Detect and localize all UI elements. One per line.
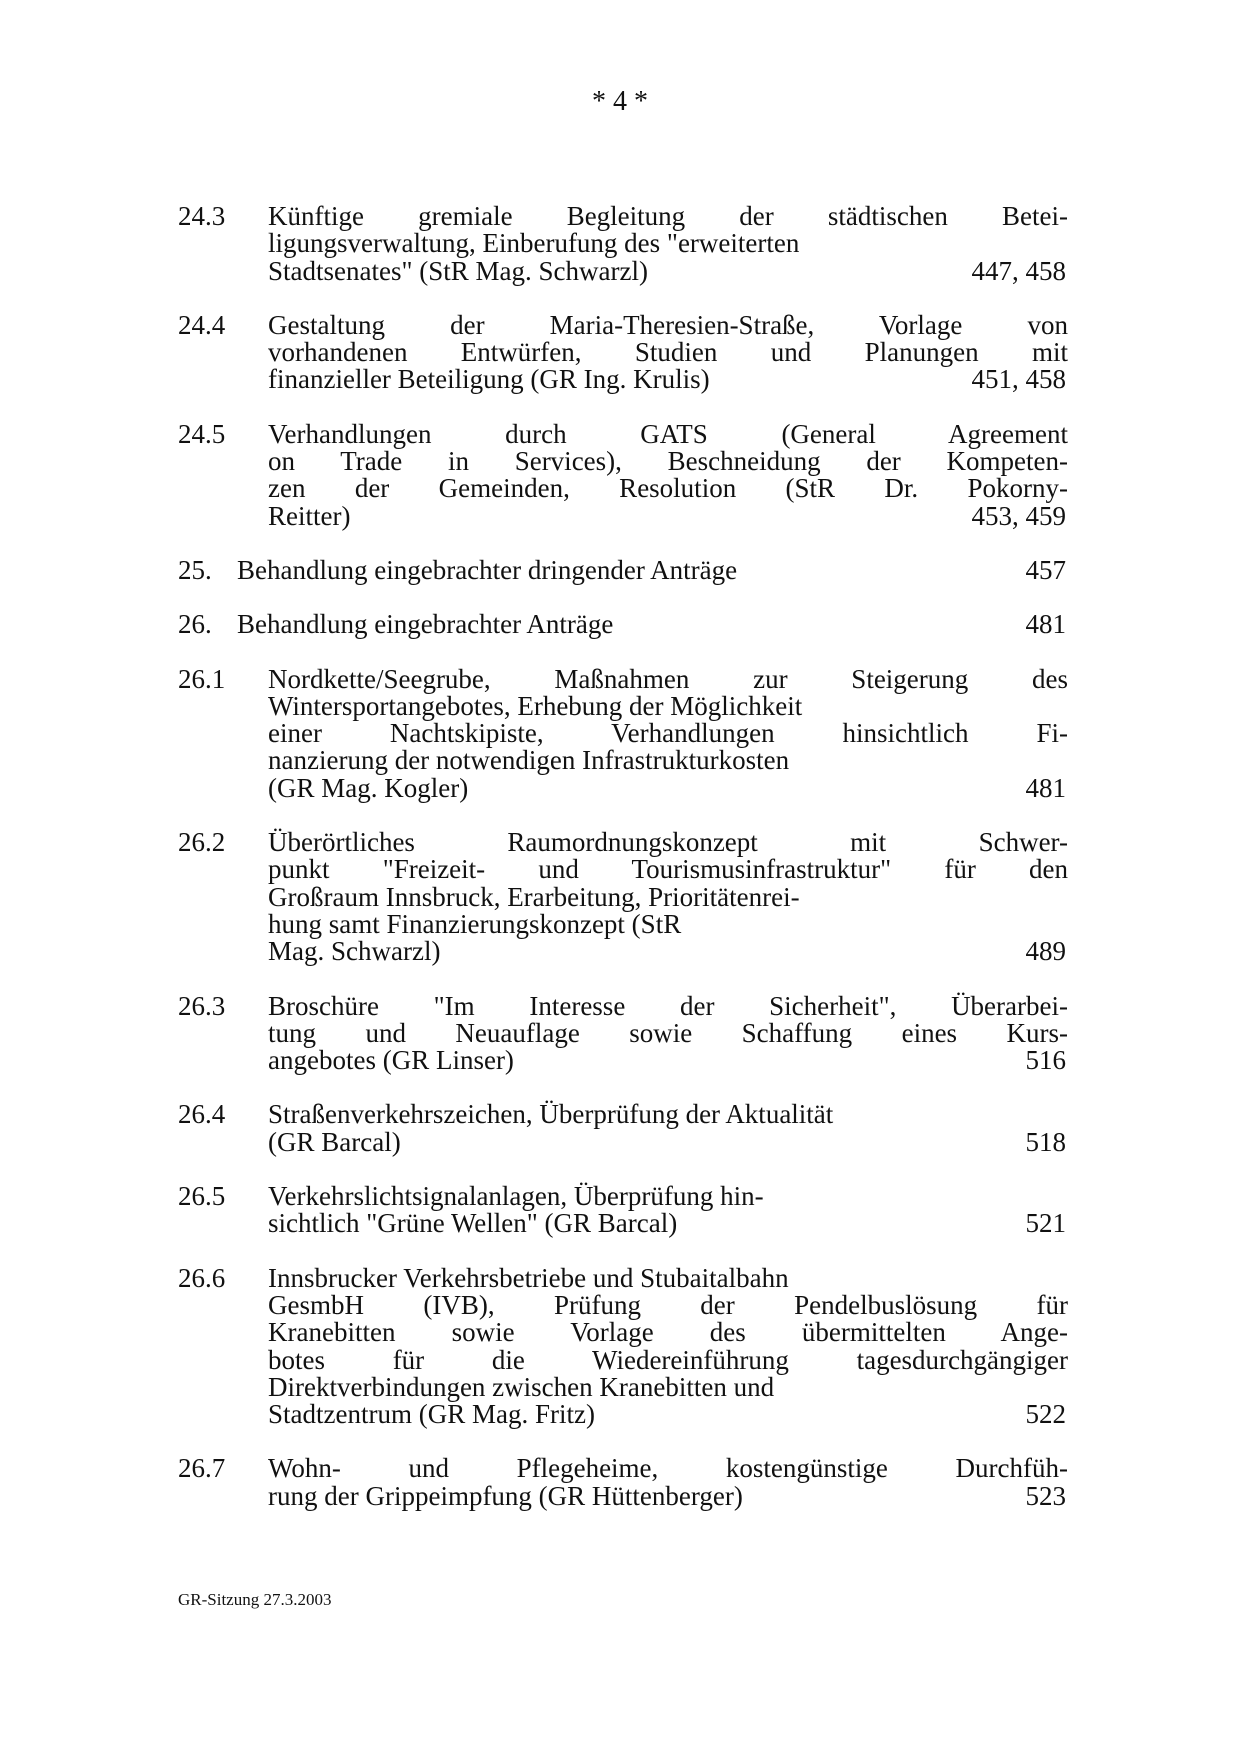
toc-entry-26-7 <box>178 1455 1066 1510</box>
entry-title-line: hung samt Finanzierungskonzept (StR <box>268 908 682 939</box>
entry-number: 26.6 <box>178 1262 226 1293</box>
entry-title-line: Innsbrucker Verkehrsbetriebe und Stubaitalbahn <box>268 1262 789 1293</box>
toc-entry-26-1 <box>178 663 1068 803</box>
entry-number: 24.5 <box>178 418 226 449</box>
entry-title-line: Verkehrslichtsignalanlagen, Überprüfung hin- <box>268 1181 764 1212</box>
entry-title-line: Direktverbindungen zwischen Kranebitten und <box>268 1371 775 1402</box>
entry-pages: 516 <box>1025 1045 1066 1076</box>
entry-pages: 453, 459 <box>971 500 1066 531</box>
entry-number: 25. <box>178 554 212 585</box>
entry-number: 26.4 <box>178 1099 226 1130</box>
entry-title-line: vorhandenen Entwürfen, Studien und Planungen mit <box>268 337 1068 368</box>
entry-title <box>237 554 1037 585</box>
entry-title <box>268 203 1068 285</box>
entry-pages: 451, 458 <box>971 364 1066 395</box>
entry-title-line: sichtlich "Grüne Wellen" (GR Barcal) <box>268 1208 678 1239</box>
entry-title-line: Behandlung eingebrachter Anträge <box>237 609 614 640</box>
entry-title <box>268 829 1068 965</box>
entry-pages: 481 <box>1025 609 1066 640</box>
entry-title-line: on Trade in Services), Beschneidung der Kompeten- <box>268 446 1068 477</box>
entry-title-line: Nordkette/Seegrube, Maßnahmen zur Steigerung des <box>268 663 1068 694</box>
entry-title-line: (GR Mag. Kogler) <box>268 772 469 803</box>
toc-entry-26-4 <box>178 1101 1066 1156</box>
entry-title-line: Straßenverkehrszeichen, Überprüfung der Aktualität <box>268 1099 834 1130</box>
entry-title <box>268 1262 1068 1430</box>
entry-title-line: Broschüre "Im Interesse der Sicherheit", Überarbei- <box>268 990 1068 1021</box>
entry-number: 24.4 <box>178 309 226 340</box>
entry-pages: 489 <box>1025 936 1066 967</box>
entry-title-line: rung der Grippeimpfung (GR Hüttenberger) <box>268 1480 743 1511</box>
entry-title-line: Stadtzentrum (GR Mag. Fritz) <box>268 1399 595 1430</box>
entry-title <box>237 611 1037 638</box>
entry-title-line: Mag. Schwarzl) <box>268 936 441 967</box>
entry-title-line: einer Nachtskipiste, Verhandlungen hinsichtlich Fi- <box>268 718 1068 749</box>
entry-title-line: Überörtliches Raumordnungskonzept mit Schwer- <box>268 827 1068 858</box>
entry-number: 26.2 <box>178 827 226 858</box>
entry-pages: 522 <box>1025 1399 1066 1430</box>
entry-pages: 523 <box>1025 1480 1066 1511</box>
toc-entry-26 <box>178 611 1066 638</box>
entry-title-line: Reitter) <box>268 500 351 531</box>
toc-entry-26-6 <box>178 1262 1068 1430</box>
entry-pages: 447, 458 <box>971 255 1066 286</box>
entry-pages: 481 <box>1025 772 1066 803</box>
entry-title-line: tung und Neuauflage sowie Schaffung eines Kurs- <box>268 1017 1068 1048</box>
entry-title-line: GesmbH (IVB), Prüfung der Pendelbuslösung für <box>268 1289 1068 1320</box>
entry-number: 26.5 <box>178 1181 226 1212</box>
entry-title-line: Behandlung eingebrachter dringender Anträge <box>237 554 738 585</box>
entry-number: 26.1 <box>178 663 226 694</box>
entry-number: 26.7 <box>178 1453 226 1484</box>
entry-title <box>268 309 1068 395</box>
entry-number: 26. <box>178 609 212 640</box>
toc-entry-26-3 <box>178 990 1068 1076</box>
entry-title-line: Stadtsenates" (StR Mag. Schwarzl) <box>268 255 648 286</box>
entry-title-line: Großraum Innsbruck, Erarbeitung, Prioritätenrei- <box>268 881 800 912</box>
entry-title-line: angebotes (GR Linser) <box>268 1045 514 1076</box>
entry-title-line: ligungsverwaltung, Einberufung des "erweiterten <box>268 228 800 259</box>
table-of-contents <box>178 203 1066 1510</box>
toc-entry-24-4 <box>178 309 1068 395</box>
page-number: * 4 * <box>592 86 648 117</box>
toc-entry-26-2 <box>178 829 1066 965</box>
entry-title-line: Künftige gremiale Begleitung der städtischen Betei- <box>268 201 1068 231</box>
entry-title-line: Gestaltung der Maria-Theresien-Straße, Vorlage von <box>268 309 1068 340</box>
toc-entry-26-5 <box>178 1183 1066 1238</box>
entry-title-line: punkt "Freizeit- und Tourismusinfrastruktur" für den <box>268 854 1068 885</box>
entry-number: 24.3 <box>178 201 226 231</box>
toc-entry-24-3 <box>178 203 1066 285</box>
entry-title <box>268 663 1068 803</box>
entry-title-line: Verhandlungen durch GATS (General Agreement <box>268 418 1068 449</box>
entry-title <box>268 418 1068 531</box>
entry-title <box>268 1455 1068 1510</box>
entry-title-line: Kranebitten sowie Vorlage des übermittelten Ange- <box>268 1317 1068 1348</box>
entry-title-line: finanzieller Beteiligung (GR Ing. Krulis) <box>268 364 710 395</box>
entry-pages: 457 <box>1025 554 1066 585</box>
entry-pages: 521 <box>1025 1208 1066 1239</box>
entry-title <box>268 990 1068 1076</box>
toc-entry-25 <box>178 554 1066 585</box>
entry-title-line: (GR Barcal) <box>268 1126 401 1157</box>
toc-entry-24-5 <box>178 418 1068 531</box>
entry-title-line: Wintersportangebotes, Erhebung der Möglichkeit <box>268 690 803 721</box>
entry-title-line: botes für die Wiedereinführung tagesdurchgängiger <box>268 1344 1068 1375</box>
footer-session-date: GR-Sitzung 27.3.2003 <box>178 1590 332 1609</box>
entry-number: 26.3 <box>178 990 226 1021</box>
entry-title <box>268 1101 1068 1156</box>
entry-title <box>268 1183 1068 1238</box>
entry-title-line: nanzierung der notwendigen Infrastrukturkosten <box>268 745 790 776</box>
entry-title-line: Wohn- und Pflegeheime, kostengünstige Durchfüh- <box>268 1453 1068 1484</box>
entry-pages: 518 <box>1025 1126 1066 1157</box>
entry-title-line: zen der Gemeinden, Resolution (StR Dr. Pokorny- <box>268 473 1068 504</box>
